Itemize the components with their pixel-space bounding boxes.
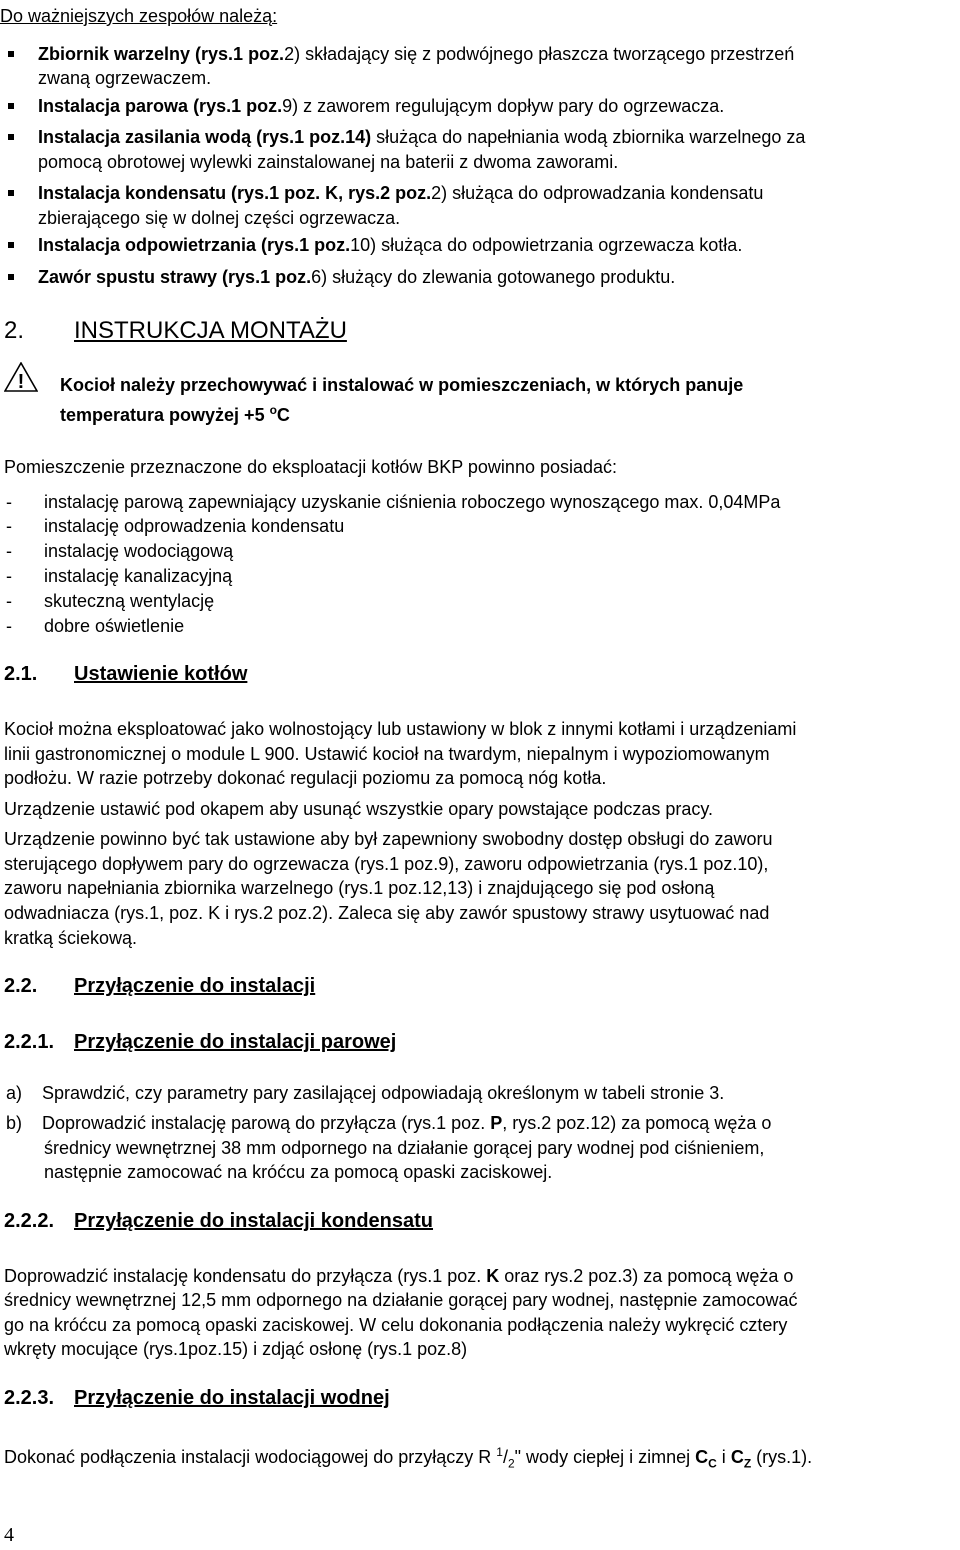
square-bullet-icon	[8, 274, 14, 280]
dash-marker: -	[6, 541, 12, 561]
square-bullet-icon	[8, 103, 14, 109]
svg-text:!: !	[17, 371, 25, 392]
warning-triangle-icon	[4, 362, 38, 392]
list-item: skuteczną wentylację	[44, 591, 215, 611]
square-bullet-icon	[8, 242, 14, 248]
components-heading: Do ważniejszych zespołów należą:	[0, 6, 278, 26]
list-item: instalację parową zapewniający uzyskanie ciśnienia roboczego wynoszącego max. 0,04MPa	[44, 492, 781, 512]
dash-marker: -	[6, 516, 12, 536]
list-item: instalację wodociągową	[44, 541, 234, 561]
square-bullet-icon	[8, 134, 14, 140]
dash-marker: -	[6, 566, 12, 586]
page-number: 4	[4, 1524, 14, 1546]
list-item: instalację kanalizacyjną	[44, 566, 233, 586]
warning-text: Kocioł należy przechowywać i instalować w pomieszczeniach, w których panuje	[60, 375, 744, 395]
square-bullet-icon	[8, 190, 14, 196]
dash-marker: -	[6, 492, 12, 512]
room-intro: Pomieszczenie przeznaczone do eksploatacji kotłów BKP powinno posiadać:	[4, 457, 618, 477]
section-2-2-3-body: Dokonać podłączenia instalacji wodociągowej do przyłączy R $^1/_2$" wody ciepłej i zimnej $C_C$ i $C_Z$ (rys.1).	[4, 1445, 813, 1471]
dash-marker: -	[6, 591, 12, 611]
dash-marker: -	[6, 616, 12, 636]
list-item: instalację odprowadzenia kondensatu	[44, 516, 345, 536]
list-item: dobre oświetlenie	[44, 616, 185, 636]
square-bullet-icon	[8, 51, 14, 57]
